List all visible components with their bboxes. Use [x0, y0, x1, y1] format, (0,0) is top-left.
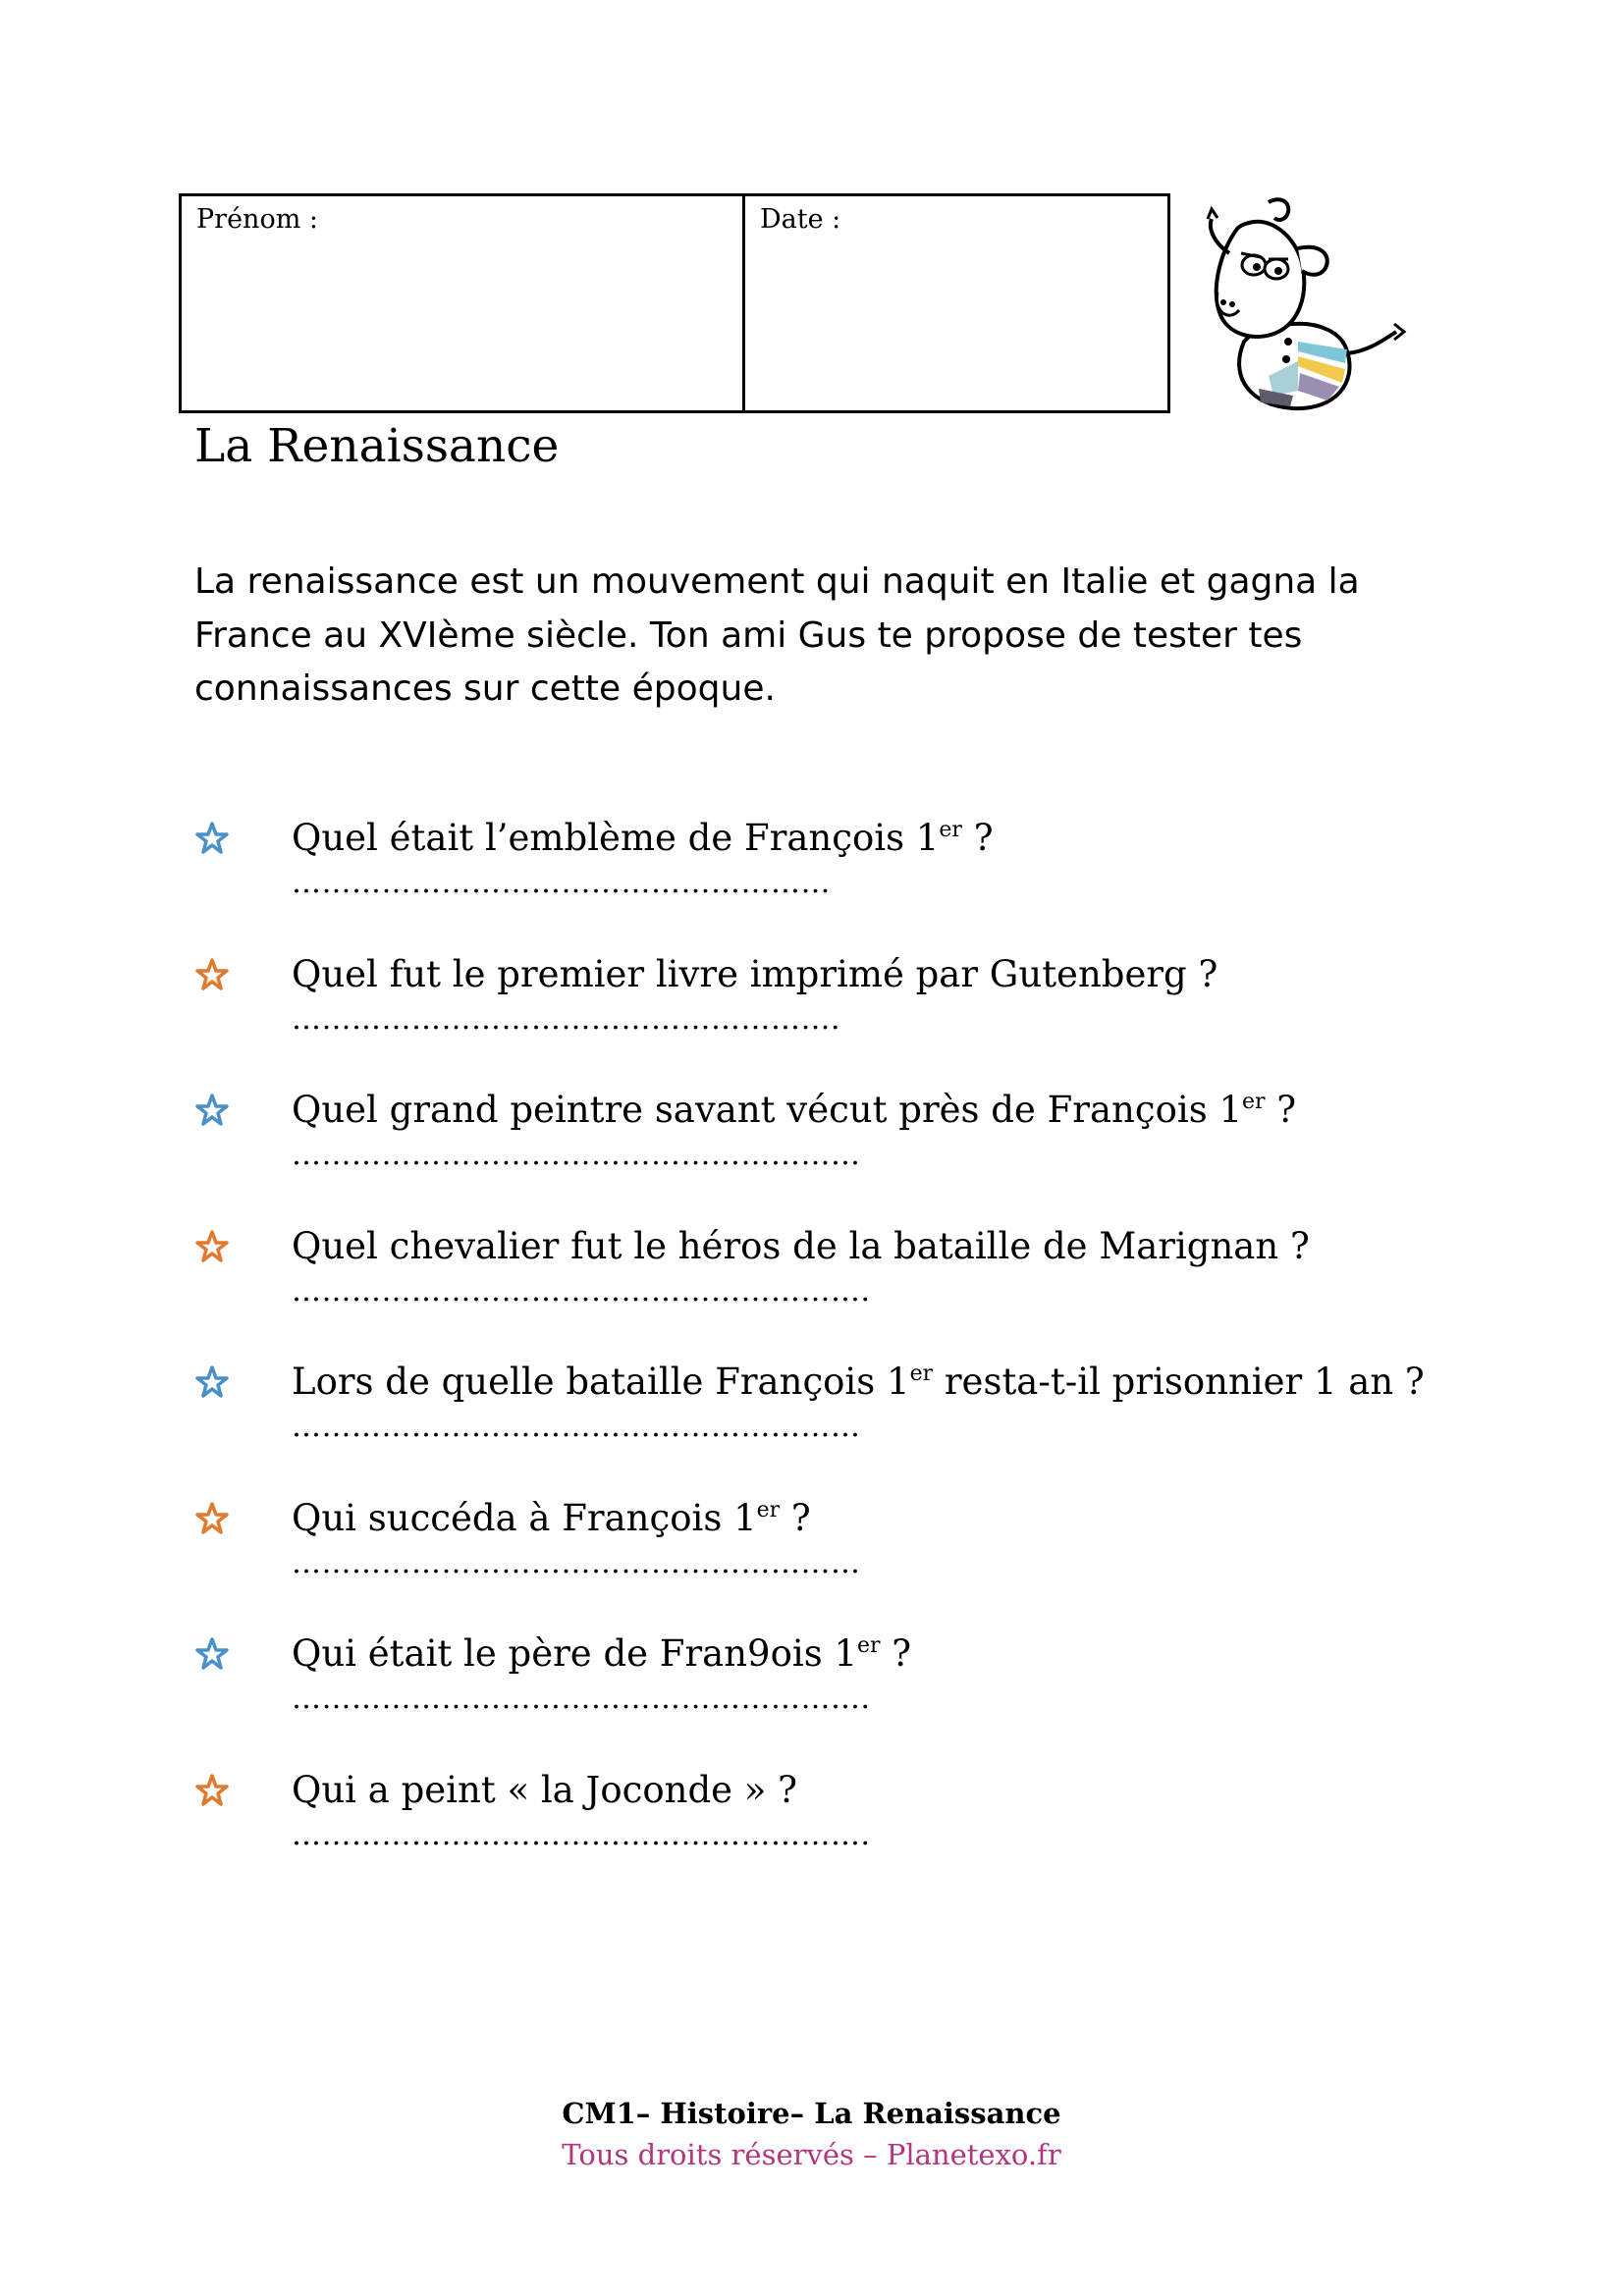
page-title: La Renaissance	[194, 419, 560, 473]
star-icon	[194, 1364, 230, 1400]
star-icon	[194, 1229, 230, 1264]
star-icon	[194, 1636, 230, 1672]
star-icon	[194, 821, 230, 856]
star-icon	[194, 1501, 230, 1536]
answer-field[interactable]: ………………………………………………….	[292, 1682, 871, 1716]
star-icon	[194, 957, 230, 992]
prenom-field[interactable]	[182, 196, 745, 410]
question-item	[0, 1629, 1623, 1766]
answer-field[interactable]: …………………………………………………	[292, 1410, 861, 1444]
question-item	[0, 1221, 1623, 1359]
answer-field[interactable]: ……………………………………………….	[292, 1001, 841, 1037]
footer-course-label: CM1– Histoire– La Renaissance	[562, 2097, 1061, 2130]
star-icon	[194, 1773, 230, 1808]
question-text: Lors de quelle bataille François 1er resta-t-il prisonnier 1 an ?	[292, 1361, 1425, 1403]
question-text: Qui était le père de Fran9ois 1er ?	[292, 1632, 912, 1675]
question-item	[0, 1085, 1623, 1222]
footer-copyright: Tous droits réservés – Planetexo.fr	[562, 2138, 1061, 2171]
question-item	[0, 1493, 1623, 1630]
answer-field[interactable]: ………………………………………………….	[292, 1273, 871, 1308]
question-text: Qui a peint « la Joconde » ?	[292, 1768, 798, 1811]
student-info-box	[179, 193, 1170, 413]
prenom-label: Prénom :	[196, 204, 318, 235]
answer-field[interactable]: ………………………………………………	[292, 866, 831, 900]
intro-paragraph: La renaissance est un mouvement qui naquit en Italie et gagna la France au XVIème siècle. Ton ami Gus te propose de tester tes connaissances sur cette époque.	[194, 561, 1360, 709]
answer-field[interactable]: ………………………………………………….	[292, 1817, 871, 1852]
date-label: Date :	[760, 204, 841, 235]
question-item	[0, 1357, 1623, 1494]
question-item	[0, 813, 1623, 950]
question-text: Quel chevalier fut le héros de la bataille de Marignan ?	[292, 1224, 1310, 1267]
answer-field[interactable]: …………………………………………………	[292, 1545, 861, 1580]
question-text: Qui succéda à François 1er ?	[292, 1496, 811, 1539]
question-text: Quel fut le premier livre imprimé par Gutenberg ?	[292, 952, 1218, 995]
gus-mascot-illustration	[1200, 194, 1411, 415]
date-field[interactable]	[745, 196, 1167, 410]
question-text: Quel était l’emblème de François 1er ?	[292, 817, 994, 859]
question-item	[0, 949, 1623, 1087]
question-item	[0, 1765, 1623, 1902]
star-icon	[194, 1093, 230, 1128]
question-text: Quel grand peintre savant vécut près de François 1er ?	[292, 1089, 1297, 1131]
answer-field[interactable]: …………………………………………………	[292, 1138, 861, 1172]
